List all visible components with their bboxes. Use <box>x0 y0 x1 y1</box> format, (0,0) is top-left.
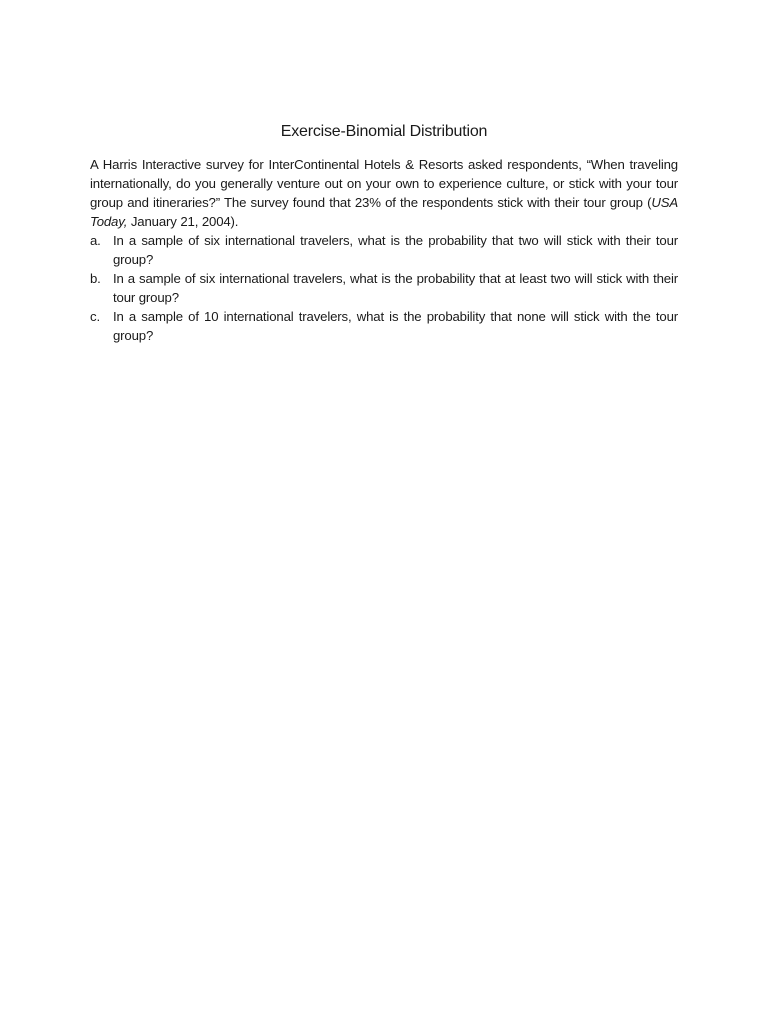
question-text: In a sample of six international travelers, what is the probability that at least two will stick with their tour group? <box>113 271 678 305</box>
question-item-b <box>90 269 678 307</box>
question-list <box>90 231 678 345</box>
question-marker: c. <box>90 309 100 324</box>
question-text: In a sample of 10 international travelers, what is the probability that none will stick with the tour group? <box>113 309 678 343</box>
document-body <box>90 155 678 345</box>
question-text: In a sample of six international travelers, what is the probability that two will stick with their tour group? <box>113 233 678 267</box>
question-marker: a. <box>90 233 101 248</box>
intro-text: A Harris Interactive survey for InterContinental Hotels & Resorts asked respondents, “When traveling internationally, do you generally venture out on your own to experience culture, or stick with your tour group and itineraries?” The survey found that 23% of the respondents stick with their tour group ( <box>90 157 678 210</box>
question-item-c <box>90 307 678 345</box>
citation-date: January 21, 2004). <box>127 214 239 229</box>
document-title: Exercise-Binomial Distribution <box>280 123 488 140</box>
question-marker: b. <box>90 271 101 286</box>
question-item-a <box>90 231 678 269</box>
document-content <box>90 120 678 345</box>
intro-paragraph <box>90 155 678 231</box>
citation-source: USA Today, <box>90 195 678 229</box>
